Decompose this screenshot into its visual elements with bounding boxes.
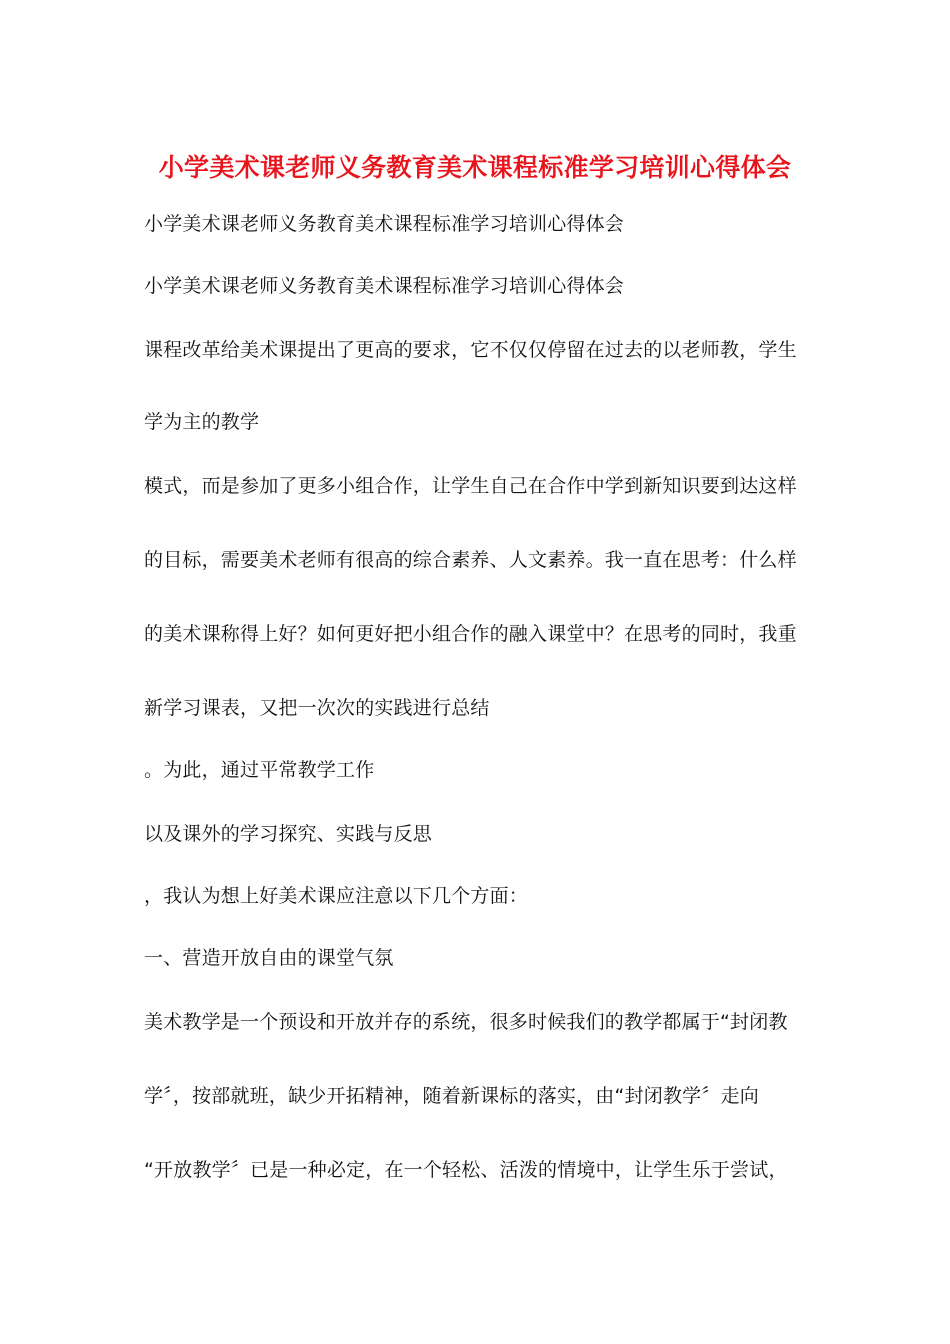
body-line: 学为主的教学 <box>144 411 260 433</box>
body-line: 的目标，需要美术老师有很高的综合素养、人文素养。我一直在思考：什么样 <box>144 549 797 571</box>
body-line: “开放教学〞已是一种必定，在一个轻松、活泼的情境中，让学生乐于尝试， <box>144 1159 788 1181</box>
body-line: 新学习课表，又把一次次的实践进行总结 <box>144 697 490 719</box>
body-line: 小学美术课老师义务教育美术课程标准学习培训心得体会 <box>144 213 625 235</box>
body-line: 模式，而是参加了更多小组合作，让学生自己在合作中学到新知识要到达这样 <box>144 475 797 497</box>
body-line: 学〞，按部就班，缺少开拓精神，随着新课标的落实，由“封闭教学〞走向 <box>144 1085 759 1107</box>
body-line: ，我认为想上好美术课应注意以下几个方面： <box>144 885 529 907</box>
body-line: 课程改革给美术课提出了更高的要求，它不仅仅停留在过去的以老师教，学生 <box>144 339 797 361</box>
body-line: 。为此，通过平常教学工作 <box>144 759 375 781</box>
section-heading: 一、营造开放自由的课堂气氛 <box>144 947 394 969</box>
body-line: 的美术课称得上好？如何更好把小组合作的融入课堂中？在思考的同时，我重 <box>144 623 797 645</box>
body-line: 美术教学是一个预设和开放并存的系统，很多时候我们的教学都属于“封闭教 <box>144 1011 788 1033</box>
body-line: 小学美术课老师义务教育美术课程标准学习培训心得体会 <box>144 275 625 297</box>
document-title: 小学美术课老师义务教育美术课程标准学习培训心得体会 <box>158 153 792 182</box>
body-line: 以及课外的学习探究、实践与反思 <box>144 823 433 845</box>
